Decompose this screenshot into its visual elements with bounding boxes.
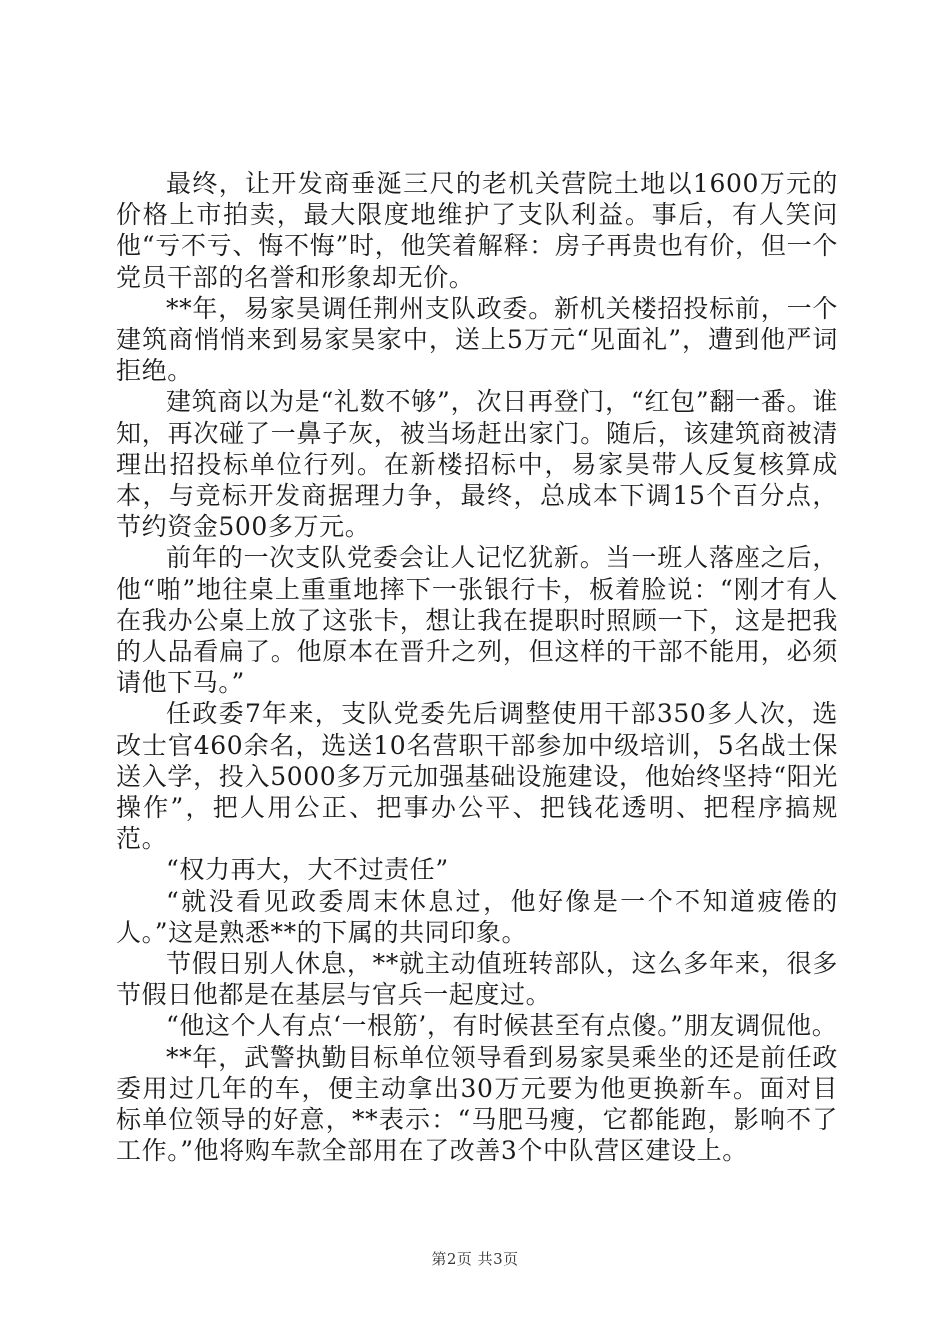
paragraph: **年，武警执勤目标单位领导看到易家昊乘坐的还是前任政委用过几年的车，便主动拿出30万元要为他更换新车。面对目标单位领导的好意，**表示：“马肥马瘦，它都能跑，影响不了工作。”他将购车款全部用在了改善3个中队营区建设上。 [116, 1042, 838, 1166]
page-number-footer: 第2页 共3页 [431, 1250, 519, 1268]
section-heading: “权力再大，大不过责任” [166, 855, 449, 885]
paragraph: 最终，让开发商垂涎三尺的老机关营院土地以1600万元的价格上市拍卖，最大限度地维护了支队利益。事后，有人笑问他“亏不亏、悔不悔”时，他笑着解释：房子再贵也有价，但一个党员干部的名誉和形象却无价。 [116, 169, 838, 292]
document-body [116, 168, 838, 1167]
paragraph: **年，易家昊调任荆州支队政委。新机关楼招投标前，一个建筑商悄悄来到易家昊家中，送上5万元“见面礼”，遭到他严词拒绝。 [116, 293, 838, 386]
paragraph: “就没看见政委周末休息过，他好像是一个不知道疲倦的人。”这是熟悉**的下属的共同印象。 [116, 886, 838, 947]
paragraph: 节假日别人休息，**就主动值班转部队，这么多年来，很多节假日他都是在基层与官兵一起度过。 [116, 949, 838, 1010]
paragraph: 任政委7年来，支队党委先后调整使用干部350多人次，选改士官460余名，选送10名营职干部参加中级培训，5名战士保送入学，投入5000多万元加强基础设施建设，他始终坚持“阳光操作”，把人用公正、把事办公平、把钱花透明、把程序搞规范。 [116, 699, 838, 854]
paragraph: 建筑商以为是“礼数不够”，次日再登门，“红包”翻一番。谁知，再次碰了一鼻子灰，被当场赶出家门。随后，该建筑商被清理出招投标单位行列。在新楼招标中，易家昊带人反复核算成本，与竞标开发商据理力争，最终，总成本下调15个百分点，节约资金500多万元。 [116, 387, 838, 542]
paragraph: “他这个人有点‘一根筋’，有时候甚至有点傻。”朋友调侃他。 [166, 1011, 838, 1041]
paragraph: 前年的一次支队党委会让人记忆犹新。当一班人落座之后，他“啪”地往桌上重重地摔下一张银行卡，板着脸说：“刚才有人在我办公桌上放了这张卡，想让我在提职时照顾一下，这是把我的人品看扁了。他原本在晋升之列，但这样的干部不能用，必须请他下马。” [116, 543, 838, 698]
